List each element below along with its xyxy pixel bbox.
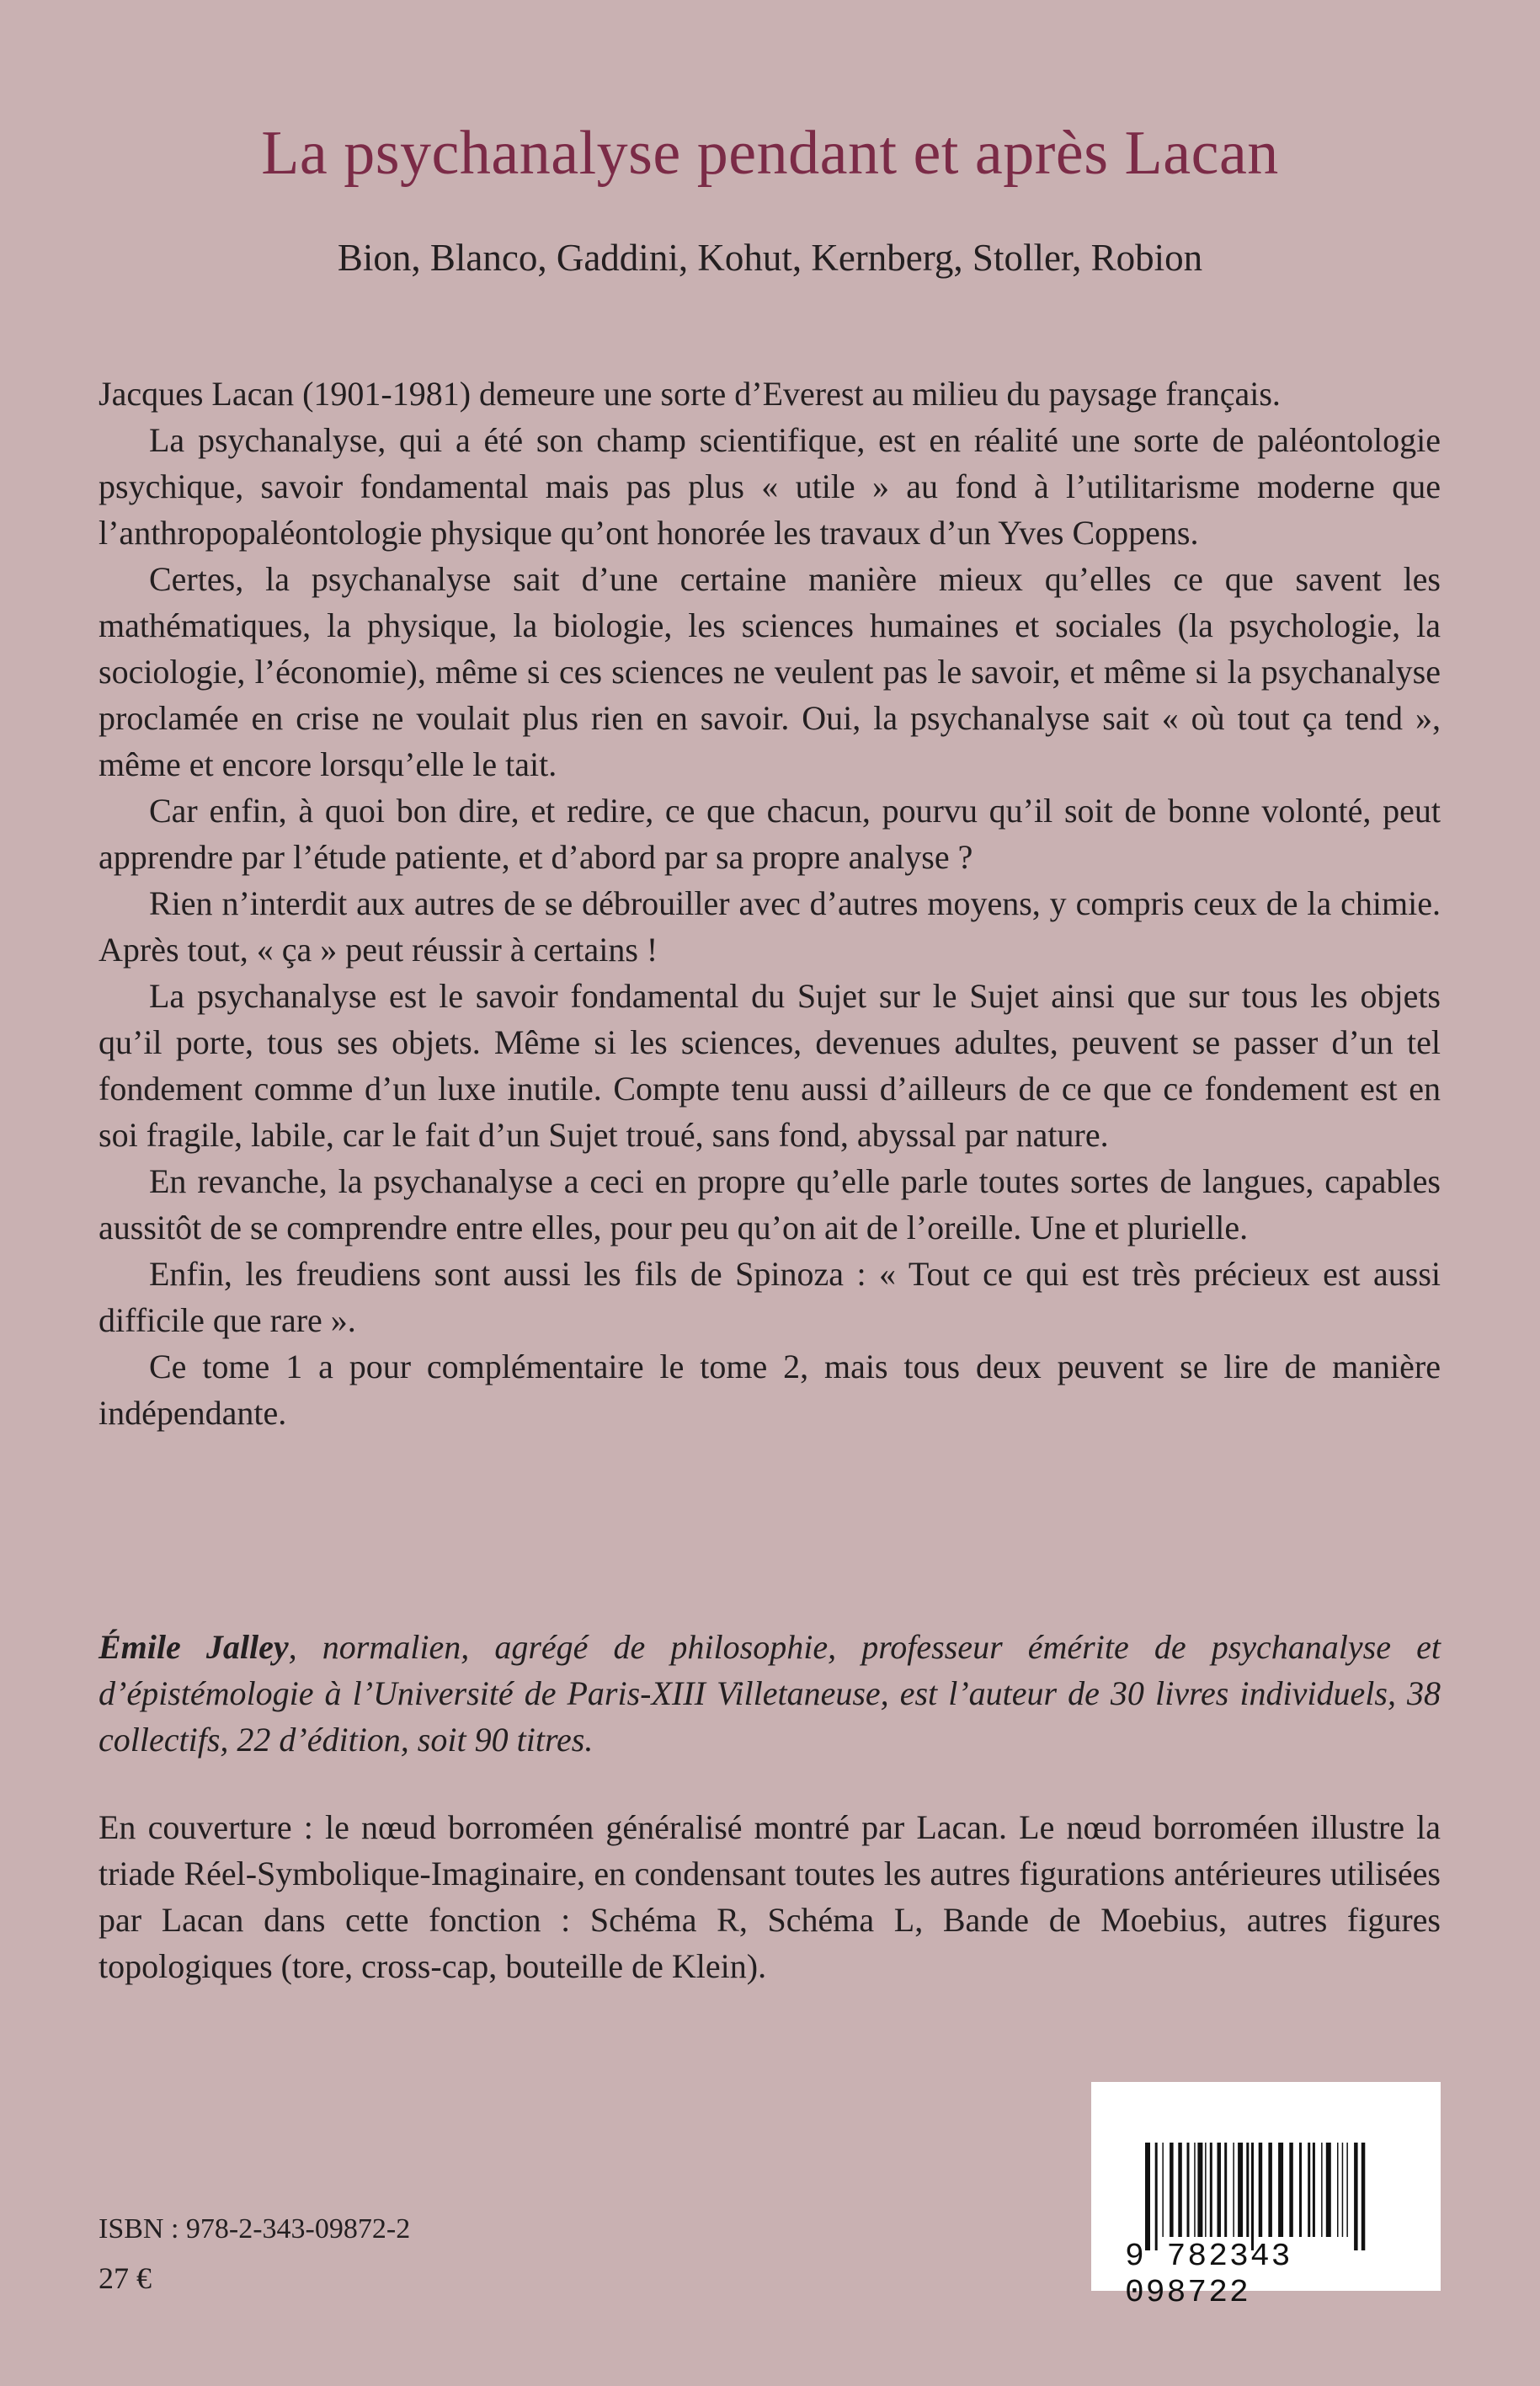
- barcode-bar: [1155, 2143, 1158, 2250]
- book-title: La psychanalyse pendant et après Lacan: [261, 119, 1279, 188]
- barcode-bar: [1346, 2143, 1348, 2237]
- barcode-bar: [1233, 2143, 1234, 2237]
- barcode-bar: [1205, 2143, 1207, 2237]
- barcode-bar: [1162, 2143, 1164, 2237]
- barcode-bar: [1218, 2143, 1222, 2237]
- paragraph: En revanche, la psychanalyse a ceci en propre qu’elle parle toutes sortes de langues, capables aussitôt de se comprendre entre elles, pour peu qu’on ait de l’oreille. Une et plurielle.: [99, 1162, 1441, 1246]
- barcode-bar: [1313, 2143, 1315, 2237]
- barcode-digits: 9 782343 098722: [1125, 2239, 1292, 2311]
- barcode-bar: [1342, 2143, 1344, 2237]
- paragraph: La psychanalyse, qui a été son champ scientifique, est en réalité une sorte de paléontologie psychique, savoir fondamental mais pas plus « utile » au fond à l’utilitarisme moderne que l’anthropopaléontologie physique qu’ont honorée les travaux d’un Yves Coppens.: [99, 421, 1441, 552]
- barcode-bar: [1278, 2143, 1283, 2237]
- paragraph: Ce tome 1 a pour complémentaire le tome 2, mais tous deux peuvent se lire de manière indépendante.: [99, 1348, 1441, 1432]
- barcode-bar: [1145, 2143, 1150, 2250]
- book-subtitle: Bion, Blanco, Gaddini, Kohut, Kernberg, Stoller, Robion: [337, 237, 1203, 279]
- barcode-bar: [1170, 2143, 1174, 2237]
- paragraph: La psychanalyse est le savoir fondamental du Sujet sur le Sujet ainsi que sur tous les objets qu’il porte, tous ses objets. Même si les sciences, devenues adultes, peuvent se passer d’un tel fondement comme d’un luxe inutile. Compte tenu aussi d’ailleurs de ce que ce fondement est en soi fragile, labile, car le fait d’un Sujet troué, sans fond, abyssal par nature.: [99, 977, 1441, 1154]
- paragraph: Enfin, les freudiens sont aussi les fils de Spinoza : « Tout ce qui est très précieux est aussi difficile que rare ».: [99, 1255, 1441, 1339]
- barcode-bar: [1187, 2143, 1190, 2237]
- barcode-bar: [1268, 2143, 1272, 2237]
- cover-note: En couverture : le nœud borroméen généralisé montré par Lacan. Le nœud borroméen illustre la triade Réel-Symbolique-Imaginaire, en condensant toutes les autres figurations antérieures utilisées par Lacan dans cette fonction : Schéma R, Schéma L, Bande de Moebius, autres figures topologiques (tore, cross-cap, bouteille de Klein).: [99, 1808, 1441, 1985]
- barcode-bar: [1224, 2143, 1227, 2237]
- barcode-bar: [1361, 2143, 1366, 2250]
- isbn: ISBN : 978-2-343-09872-2: [99, 2213, 411, 2245]
- paragraph: Certes, la psychanalyse sait d’une certaine manière mieux qu’elles ce que savent les mathématiques, la physique, la biologie, les sciences humaines et sociales (la psychologie, la sociologie, l’économie), même si ces sciences ne veulent pas le savoir, et même si la psychanalyse proclamée en crise ne voulait plus rien en savoir. Oui, la psychanalyse sait « où tout ça tend », même et encore lorsqu’elle le tait.: [99, 560, 1441, 783]
- price: 27 €: [99, 2261, 152, 2295]
- barcode-bar: [1210, 2143, 1212, 2237]
- author-description: , normalien, agrégé de philosophie, professeur émérite de psychanalyse et d’épistémologie à l’Université de Paris-XIII Villetaneuse, est l’auteur de 30 livres individuels, 38 collectifs, 22 d’édition, soit 90 titres.: [99, 1628, 1441, 1759]
- barcode-bar: [1354, 2143, 1358, 2250]
- paragraph: Rien n’interdit aux autres de se débrouiller avec d’autres moyens, y compris ceux de la chimie. Après tout, « ça » peut réussir à certains !: [99, 884, 1441, 969]
- barcode-bar: [1259, 2143, 1263, 2237]
- barcode-bar: [1178, 2143, 1182, 2237]
- barcode-bar: [1337, 2143, 1339, 2237]
- author-name: Émile Jalley: [99, 1628, 289, 1666]
- barcode-bar: [1326, 2143, 1331, 2237]
- barcode-bar: [1321, 2143, 1323, 2237]
- barcode-bar: [1308, 2143, 1310, 2237]
- barcode: [1091, 2082, 1441, 2311]
- barcode-bar: [1238, 2143, 1243, 2237]
- barcode-bar: [1299, 2143, 1302, 2237]
- back-cover-text: [99, 371, 1441, 1436]
- barcode-bar: [1197, 2143, 1202, 2237]
- author-bio: [99, 1624, 1441, 1763]
- barcode-bar: [1194, 2143, 1196, 2237]
- barcode-bar: [1246, 2143, 1249, 2237]
- paragraph: Jacques Lacan (1901-1981) demeure une sorte d’Everest au milieu du paysage français.: [99, 375, 1281, 413]
- barcode-bar: [1289, 2143, 1293, 2237]
- paragraph: Car enfin, à quoi bon dire, et redire, ce que chacun, pourvu qu’il soit de bonne volonté, peut apprendre par l’étude patiente, et d’abord par sa propre analyse ?: [99, 792, 1441, 876]
- barcode-bar: [1251, 2143, 1254, 2250]
